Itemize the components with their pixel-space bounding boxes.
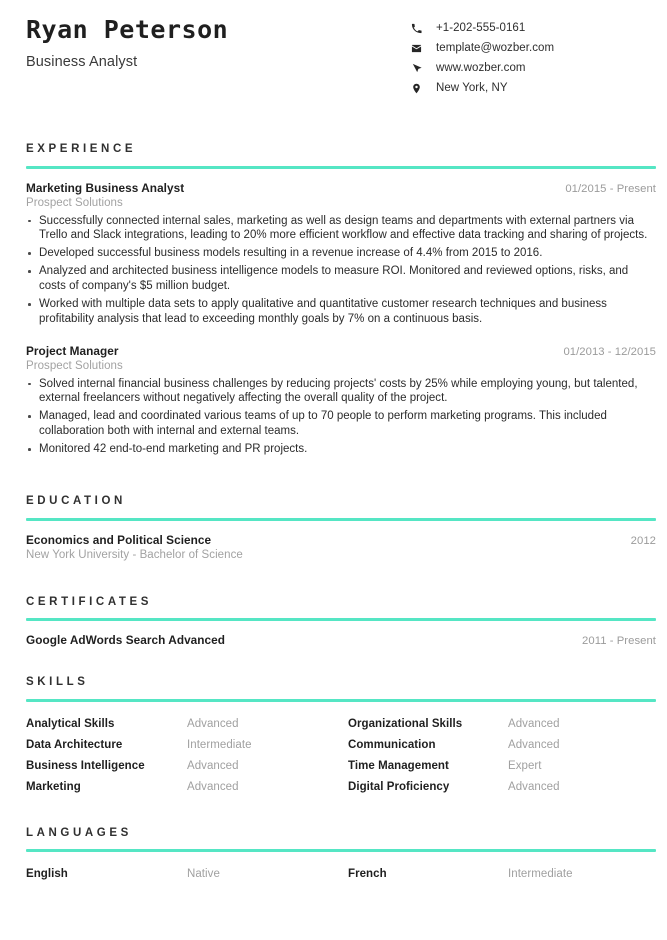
section-title-skills: SKILLS [26, 676, 89, 689]
certificate-name: Google AdWords Search Advanced [26, 633, 226, 648]
section-certificates [0, 597, 667, 648]
envelope-icon [411, 41, 429, 55]
cursor-arrow-icon [411, 61, 429, 75]
experience-company: Prospect Solutions [26, 196, 123, 209]
skill-name: Time Management [348, 759, 449, 772]
education-entry-head [26, 533, 656, 547]
section-languages [0, 828, 667, 886]
experience-bullet-list [26, 214, 656, 327]
contact-item-location[interactable] [411, 78, 656, 98]
section-title-education: EDUCATION [26, 495, 126, 508]
experience-role: Project Manager [26, 343, 119, 358]
skill-level: Advanced [508, 717, 560, 730]
skill-level: Expert [508, 759, 542, 772]
header-spacer [0, 98, 667, 144]
experience-bullet: Worked with multiple data sets to apply qualitative and quantitative customer research techniques and business profitability analysis that lead to exceeding monthly goals by 7% on a continuous basis. [26, 297, 656, 326]
experience-role: Marketing Business Analyst [26, 180, 185, 195]
certificates-spacer [0, 647, 667, 677]
skill-name: Digital Proficiency [348, 780, 450, 793]
section-experience [0, 144, 667, 457]
experience-bullet-list [26, 377, 656, 457]
section-title-languages: LANGUAGES [26, 826, 132, 839]
skill-level: Intermediate [187, 738, 252, 751]
certificate-entry-head [26, 633, 656, 647]
resume-header [0, 0, 667, 98]
contact-item-phone[interactable] [411, 18, 656, 38]
skill-name: Business Intelligence [26, 759, 145, 772]
skills-spacer [0, 798, 667, 828]
skill-level: Advanced [508, 780, 560, 793]
experience-bullet: Managed, lead and coordinated various teams of up to 70 people to perform marketing programs. This included collaboration both with internal and external teams. [26, 409, 656, 438]
experience-bullet: Developed successful business models resulting in a revenue increase of 4.4% from 2015 to 2016. [26, 246, 656, 261]
languages-grid [26, 852, 656, 885]
education-entry [26, 521, 656, 561]
experience-bullet: Analyzed and architected business intelligence models to measure ROI. Monitored and reviewed options, risks, and costs of company's $5 million budget. [26, 264, 656, 293]
experience-entry-head [26, 344, 656, 358]
candidate-job-title: Business Analyst [26, 53, 138, 70]
location-pin-icon [411, 81, 429, 95]
contact-item-website[interactable] [411, 58, 656, 78]
section-skills [0, 677, 667, 798]
identity-block [26, 14, 411, 70]
education-program: Economics and Political Science [26, 532, 212, 547]
experience-bullet: Successfully connected internal sales, marketing as well as design teams and departments with external partners via Trello and Slack integrations, leading to 20% more efficient workflow and effective data tracking and sharing of projects. [26, 214, 656, 243]
language-name: French [348, 868, 387, 881]
skill-name: Communication [348, 738, 436, 751]
candidate-name: Ryan Peterson [26, 15, 229, 44]
skill-level: Advanced [187, 780, 239, 793]
experience-entry [26, 169, 656, 327]
contact-phone-text: +1-202-555-0161 [436, 22, 526, 34]
skill-level: Advanced [508, 738, 560, 751]
experience-bullet: Monitored 42 end-to-end marketing and PR projects. [26, 442, 656, 457]
experience-bullet: Solved internal financial business challenges by reducing projects' costs by 25% while employing young, but talented, external freelancers without negatively affecting the overall quality of the project. [26, 377, 656, 406]
language-name: English [26, 868, 68, 881]
skill-name: Analytical Skills [26, 717, 115, 730]
experience-entry-head [26, 181, 656, 195]
experience-date: 01/2013 - 12/2015 [563, 345, 656, 358]
certificate-date: 2011 - Present [582, 635, 656, 648]
experience-date: 01/2015 - Present [565, 182, 656, 195]
certificate-entry [26, 621, 656, 647]
skill-level: Advanced [187, 759, 239, 772]
skill-name: Organizational Skills [348, 717, 463, 730]
contact-list [411, 14, 656, 98]
skill-level: Advanced [187, 717, 239, 730]
contact-location-text: New York, NY [436, 82, 508, 94]
language-level: Native [187, 868, 220, 881]
section-title-certificates: CERTIFICATES [26, 595, 153, 608]
experience-entry [26, 330, 656, 457]
language-level: Intermediate [508, 868, 573, 881]
section-education [0, 496, 667, 561]
contact-website-text: www.wozber.com [436, 62, 526, 74]
phone-icon [411, 21, 429, 35]
experience-spacer [0, 460, 667, 496]
section-title-experience: EXPERIENCE [26, 143, 137, 155]
skills-grid [26, 702, 656, 798]
contact-email-text: template@wozber.com [436, 42, 555, 54]
experience-company: Prospect Solutions [26, 359, 123, 372]
contact-item-email[interactable] [411, 38, 656, 58]
skill-name: Data Architecture [26, 738, 123, 751]
skill-name: Marketing [26, 780, 81, 793]
education-date: 2012 [630, 534, 656, 547]
education-institution: New York University - Bachelor of Science [26, 548, 243, 561]
education-spacer [0, 561, 667, 597]
